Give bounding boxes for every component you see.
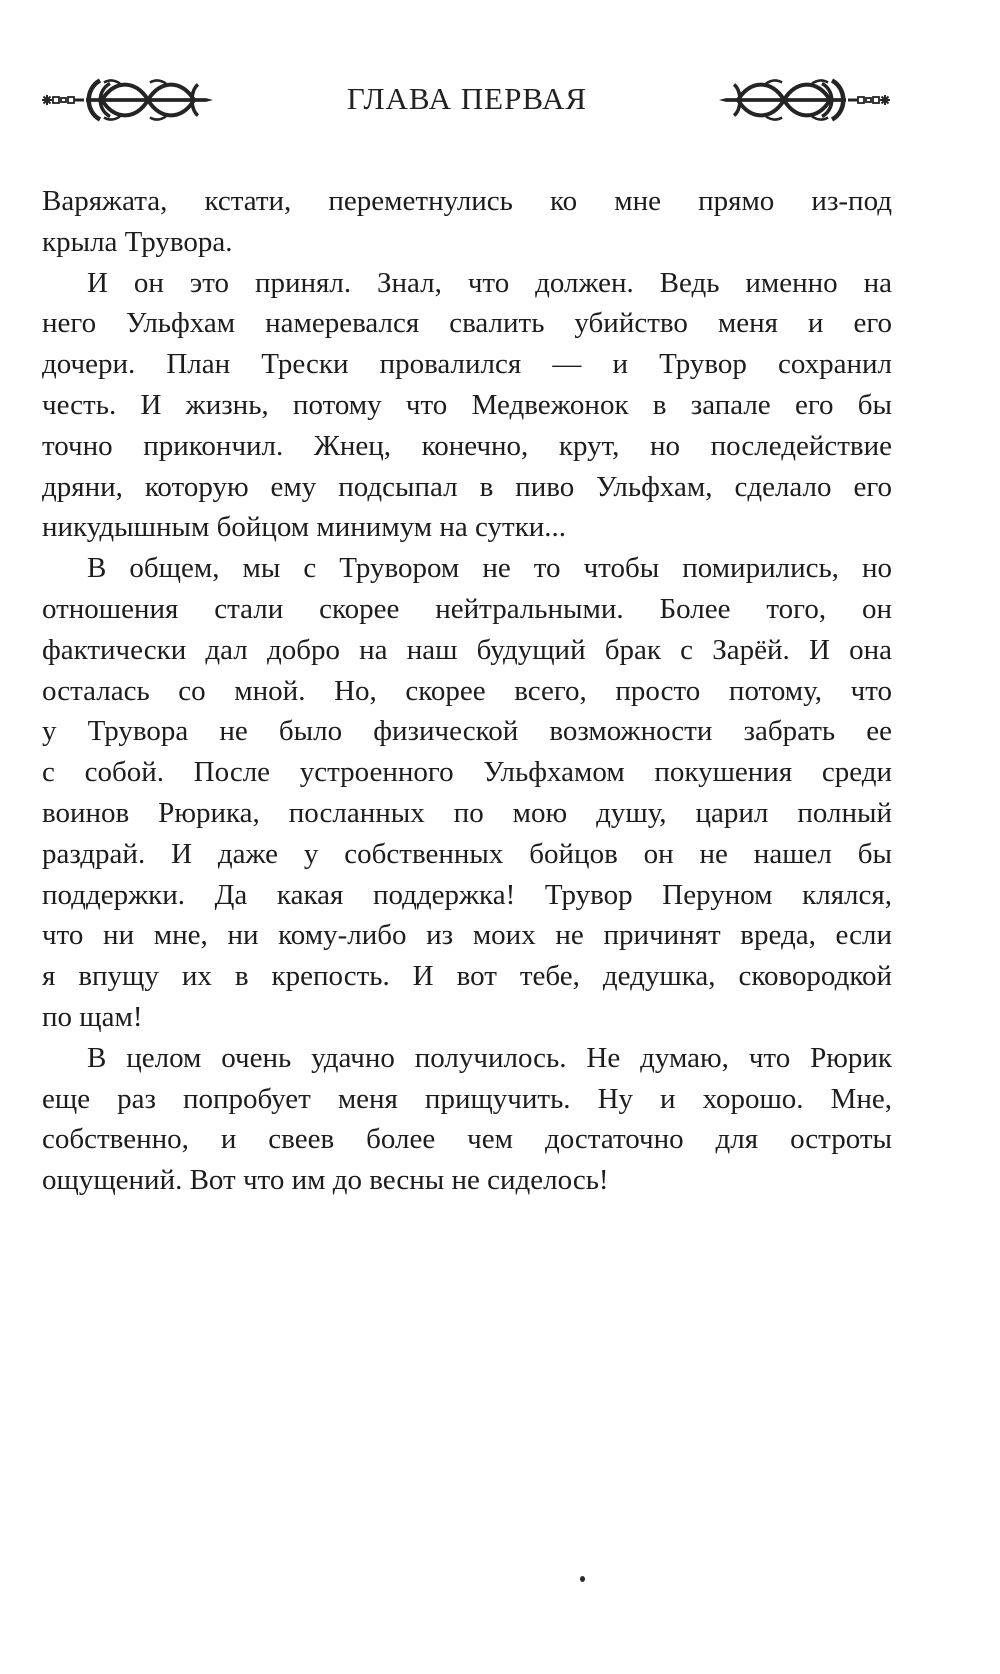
text-line: И он это принял. Знал, что должен. Ведь именно на bbox=[87, 266, 892, 299]
text-line: осталась со мной. Но, скорее всего, просто потому, что bbox=[42, 674, 892, 707]
text-line: него Ульфхам намеревался свалить убийство меня и его bbox=[42, 307, 892, 340]
chapter-header bbox=[42, 0, 892, 140]
text-line: В целом очень удачно получилось. Не думаю, что Рюрик bbox=[87, 1041, 892, 1074]
text-line: воинов Рюрика, посланных по мою душу, царил полный bbox=[42, 796, 892, 829]
ink-speck bbox=[580, 1576, 585, 1582]
text-line: честь. И жизнь, потому что Медвежонок в запале его бы bbox=[42, 388, 892, 421]
text-line: собственно, и свеев более чем достаточно для остроты bbox=[42, 1123, 892, 1156]
text-line: В общем, мы с Трувором не то чтобы помирились, но bbox=[87, 552, 892, 585]
text-line: у Трувора не было физической возможности забрать ее bbox=[42, 715, 892, 748]
text-line: дряни, которую ему подсыпал в пиво Ульфхам, сделало его bbox=[42, 470, 892, 503]
chapter-title: ГЛАВА ПЕРВАЯ bbox=[346, 81, 588, 116]
text-line: раздрай. И даже у собственных бойцов он не нашел бы bbox=[42, 837, 892, 870]
text-line: Варяжата, кстати, переметнулись ко мне прямо из-под bbox=[42, 185, 892, 217]
text-line: дочери. План Трески провалился — и Трувор сохранил bbox=[42, 348, 892, 381]
text-line: я впущу их в крепость. И вот тебе, дедушка, сковородкой bbox=[42, 960, 892, 993]
sword-vine-ornament-mirrored-icon bbox=[719, 77, 892, 123]
text-line: поддержки. Да какая поддержка! Трувор Перуном клялся, bbox=[42, 878, 892, 911]
text-line: точно прикончил. Жнец, конечно, крут, но последействие bbox=[42, 429, 892, 462]
text-block bbox=[42, 181, 892, 1201]
text-line: фактически дал добро на наш будущий брак с Зарёй. И она bbox=[42, 633, 892, 666]
text-line: ощущений. Вот что им до весны не сиделось! bbox=[42, 1164, 609, 1197]
text-line: с собой. После устроенного Ульфхамом покушения среди bbox=[42, 756, 892, 789]
text-line: еще раз попробует меня прищучить. Ну и хорошо. Мне, bbox=[42, 1082, 892, 1115]
text-line: что ни мне, ни кому-либо из моих не причинят вреда, если bbox=[42, 919, 892, 952]
text-line: по щам! bbox=[42, 1000, 143, 1033]
text-line: отношения стали скорее нейтральными. Более того, он bbox=[42, 592, 892, 625]
text-line: никудышным бойцом минимум на сутки... bbox=[42, 511, 567, 544]
text-line: крыла Трувора. bbox=[42, 225, 233, 258]
